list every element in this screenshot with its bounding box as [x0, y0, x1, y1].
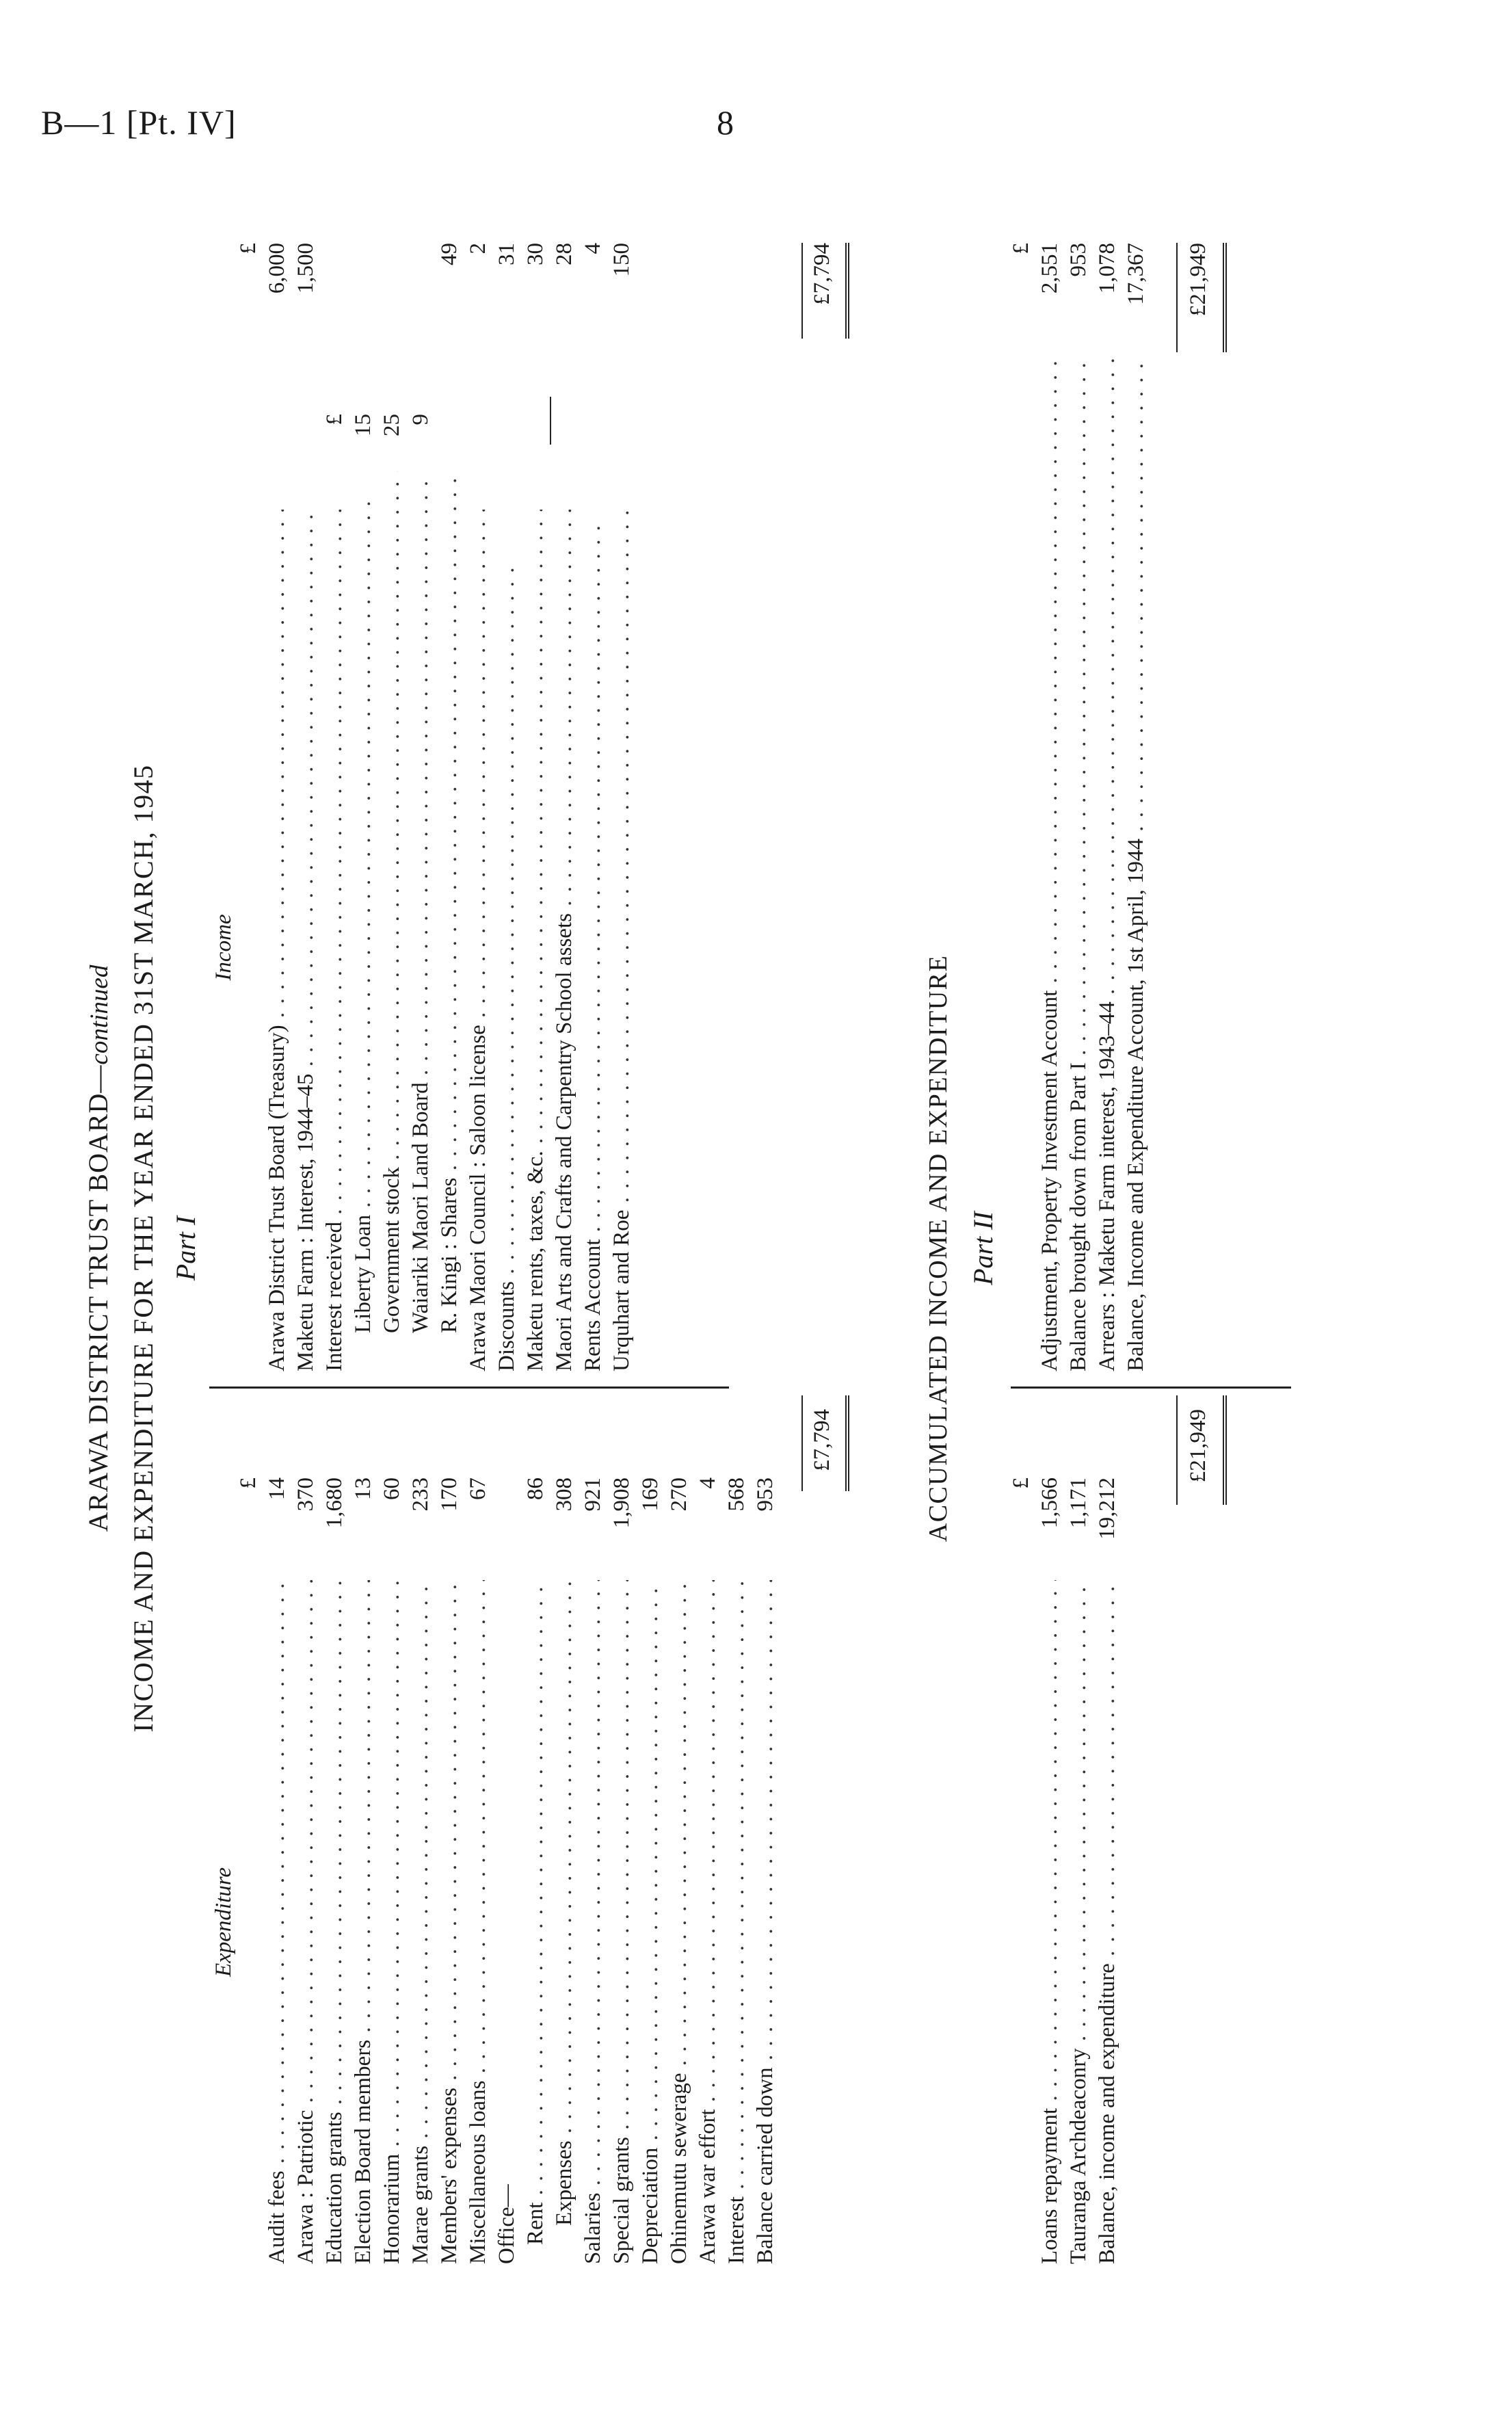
income-total-rule [801, 243, 803, 339]
expenditure-row-amount: 1,680 [320, 1477, 349, 1580]
income-row [550, 243, 579, 1371]
expenditure-row-label: Election Board members . . [349, 1580, 377, 2264]
expenditure-total: £7,794 [810, 1409, 834, 1471]
part2-right-total-double-rule [1223, 243, 1227, 352]
expenditure-row-label: Miscellaneous loans . . [464, 1580, 492, 2264]
expenditure-row [492, 1395, 521, 2264]
expenditure-row [521, 1395, 550, 2264]
expenditure-row-label: Special grants . . [607, 1580, 636, 2264]
income-row [291, 243, 320, 1371]
income-row-label: Maketu rents, taxes, &c. . . [521, 510, 550, 1371]
expenditure-row [406, 1395, 435, 2264]
income-row-subamount: £ [320, 414, 349, 462]
income-row-label: Urquhart and Roe . . [607, 510, 636, 1371]
expenditure-row-label: Ohinemutu sewerage . . [665, 1580, 693, 2264]
income-row-amount: 49 [435, 243, 464, 345]
income-total: £7,794 [810, 243, 834, 305]
expenditure-row [464, 1395, 492, 2264]
expenditure-row-amount: 568 [722, 1477, 751, 1580]
income-row [492, 243, 521, 1371]
expenditure-row [636, 1395, 665, 2264]
board-title [82, 205, 114, 2291]
part2-left-currency: £ [1009, 1477, 1033, 1489]
income-row [377, 243, 406, 1371]
expenditure-row-label: Arawa : Patriotic . . [291, 1580, 320, 2264]
expenditure-row [665, 1395, 693, 2264]
expenditure-row-amount: 170 [435, 1477, 464, 1580]
part2-right-row-label: Adjustment, Property Investment Account . . [1035, 359, 1064, 1371]
income-row-label: Interest received . . [320, 510, 349, 1371]
expenditure-row-label: Expenses . . [550, 1542, 579, 2264]
income-row-amount: 30 [521, 243, 550, 345]
income-row [435, 243, 464, 1371]
expenditure-row-amount: 14 [263, 1477, 291, 1580]
page-reference: B—1 [Pt. IV] [41, 103, 237, 142]
income-row [263, 243, 291, 1371]
part2-left-row-amount: 19,212 [1093, 1477, 1122, 1580]
expenditure-row-label: Honorarium . . [377, 1580, 406, 2264]
part2-right-table [1011, 243, 1150, 1371]
income-row-label: Rents Account . . [579, 510, 607, 1371]
income-row-label: Arawa Maori Council : Saloon license . . [464, 510, 492, 1371]
expenditure-row-label: Salaries . . [579, 1580, 607, 2264]
part2-left-row-amount: 1,566 [1035, 1477, 1064, 1580]
expenditure-row-amount: 1,908 [607, 1477, 636, 1580]
part2-right-row [1093, 243, 1122, 1371]
expenditure-total-rule [801, 1395, 803, 1491]
expenditure-heading: Expenditure [211, 1867, 236, 1977]
part2-right-currency: £ [1009, 243, 1033, 254]
income-row-subamount: 15 [349, 414, 377, 462]
part1-expenditure-table [209, 1395, 780, 2264]
part2-label: Part II [968, 1211, 998, 1285]
income-row-amount: 6,000 [263, 243, 291, 345]
expenditure-row-label: Education grants . . [320, 1580, 349, 2264]
expenditure-row [607, 1395, 636, 2264]
income-row [579, 243, 607, 1371]
expenditure-row-label: Marae grants . . [406, 1580, 435, 2264]
expenditure-row-label: Interest . . [722, 1580, 751, 2264]
income-row-label: Liberty Loan . . [349, 471, 377, 1371]
part2-left-row [1064, 1395, 1093, 2264]
part2-right-row [1064, 243, 1093, 1371]
expenditure-row [693, 1395, 722, 2264]
rotated-statement [82, 205, 1340, 2291]
statement-title: INCOME AND EXPENDITURE FOR THE YEAR ENDED 31ST MARCH, 1945 [128, 764, 159, 1733]
board-title-text: ARAWA DISTRICT TRUST BOARD— [83, 1064, 114, 1532]
expenditure-row-amount: 13 [349, 1477, 377, 1580]
part2-left-row-label: Loans repayment . . [1035, 1580, 1064, 2264]
part1-income-table [209, 243, 636, 1371]
income-row [464, 243, 492, 1371]
part2-right-row-amount: 1,078 [1093, 243, 1122, 345]
expenditure-row-amount: 233 [406, 1477, 435, 1580]
part2-left-row-label: Tauranga Archdeaconry . . [1064, 1580, 1093, 2264]
expenditure-row-amount: 4 [693, 1477, 722, 1580]
part2-right-row-label: Balance, Income and Expenditure Account, 1st April, 1944 . . [1122, 359, 1150, 1371]
income-row-subamount: 9 [406, 414, 435, 462]
expenditure-total-double-rule [845, 1395, 849, 1491]
part2-right-row-amount: 2,551 [1035, 243, 1064, 345]
expenditure-row [263, 1395, 291, 2264]
part2-left-total-double-rule [1223, 1395, 1227, 1505]
expenditure-row-label: Members' expenses . . [435, 1580, 464, 2264]
expenditure-row-amount: 921 [579, 1477, 607, 1580]
part2-right-row-label: Arrears : Maketu Farm interest, 1943–44 . . [1093, 359, 1122, 1371]
income-row-amount: 2 [464, 243, 492, 345]
expenditure-row [349, 1395, 377, 2264]
expenditure-row-label: Depreciation . . [636, 1580, 665, 2264]
expenditure-row-amount: 270 [665, 1477, 693, 1580]
income-row-amount: 31 [492, 243, 521, 345]
part2-right-row-amount: 953 [1064, 243, 1093, 345]
income-row-label: Maketu Farm : Interest, 1944–45 . . [291, 510, 320, 1371]
expenditure-row-amount: 953 [751, 1477, 780, 1580]
expenditure-row-amount: 60 [377, 1477, 406, 1580]
expenditure-currency: £ [236, 1477, 261, 1489]
expenditure-row [377, 1395, 406, 2264]
board-title-suffix: continued [85, 964, 114, 1065]
part2-right-row [1035, 243, 1064, 1371]
part2-left-row-label: Balance, income and expenditure . . [1093, 1580, 1122, 2264]
expenditure-row-amount: 86 [521, 1477, 550, 1580]
part2-left-table [1011, 1395, 1122, 2264]
expenditure-row [751, 1395, 780, 2264]
expenditure-row-label: Rent . . [521, 1561, 550, 2264]
income-row-amount: 150 [607, 243, 636, 345]
expenditure-row-label: Arawa war effort . . [693, 1580, 722, 2264]
expenditure-row [291, 1395, 320, 2264]
income-row [607, 243, 636, 1371]
interest-subtotal-rule [550, 397, 551, 445]
part2-left-row [1035, 1395, 1064, 2264]
income-row-amount: 1,500 [291, 243, 320, 345]
part2-right-row-amount: 17,367 [1122, 243, 1150, 345]
income-row [320, 243, 349, 1371]
part2-right-total-rule [1176, 243, 1178, 352]
part2-right-row [1122, 243, 1150, 1371]
expenditure-row [579, 1395, 607, 2264]
part2-right-total: £21,949 [1186, 243, 1210, 317]
part1-divider [209, 1387, 729, 1389]
income-row-subamount: 25 [377, 414, 406, 462]
expenditure-row-label: Balance carried down . . [751, 1580, 780, 2264]
income-row-label: Waiariki Maori Land Board . . [406, 471, 435, 1371]
expenditure-row-amount: 370 [291, 1477, 320, 1580]
expenditure-row-amount: 67 [464, 1477, 492, 1580]
income-row [406, 243, 435, 1371]
part2-right-row-label: Balance brought down from Part I . . [1064, 359, 1093, 1371]
income-heading: Income [211, 914, 236, 981]
income-row [349, 243, 377, 1371]
expenditure-row [722, 1395, 751, 2264]
expenditure-row-label: Office— [494, 2184, 519, 2264]
page-number: 8 [717, 103, 734, 142]
income-row-label: Maori Arts and Crafts and Carpentry School assets . . [550, 510, 579, 1371]
part1-label: Part I [170, 1215, 201, 1281]
part2-left-row [1093, 1395, 1122, 2264]
part2-left-row-amount: 1,171 [1064, 1477, 1093, 1580]
part2-left-total-rule [1176, 1395, 1178, 1505]
expenditure-row-label: Audit fees . . [263, 1580, 291, 2264]
expenditure-row [435, 1395, 464, 2264]
expenditure-row-amount: 169 [636, 1477, 665, 1580]
income-currency: £ [236, 243, 261, 254]
income-total-double-rule [845, 243, 849, 339]
income-row-amount: 28 [550, 243, 579, 345]
income-row-label: R. Kingi : Shares . . [435, 471, 464, 1371]
part2-divider [1011, 1387, 1291, 1389]
income-row [521, 243, 550, 1371]
expenditure-row [320, 1395, 349, 2264]
income-row-label: Arawa District Trust Board (Treasury) . . [263, 510, 291, 1371]
income-row-amount: 4 [579, 243, 607, 345]
part2-left-total: £21,949 [1186, 1409, 1210, 1483]
expenditure-row [550, 1395, 579, 2264]
income-row-label: Discounts . . [492, 510, 521, 1371]
expenditure-row-amount: 308 [550, 1477, 579, 1580]
income-row-label: Government stock . . [377, 471, 406, 1371]
accumulated-title: ACCUMULATED INCOME AND EXPENDITURE [924, 954, 953, 1542]
